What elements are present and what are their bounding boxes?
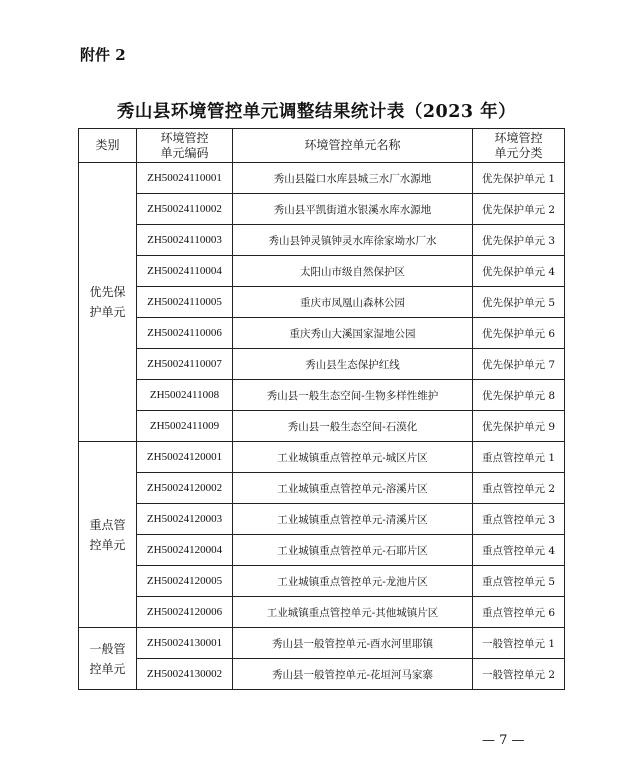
name-cell: 工业城镇重点管控单元-其他城镇片区 — [233, 597, 473, 628]
results-table — [78, 128, 565, 690]
name-cell: 秀山县一般管控单元-酉水河里耶镇 — [233, 628, 473, 659]
classification-cell: 优先保护单元 8 — [473, 380, 565, 411]
name-cell: 工业城镇重点管控单元-石耶片区 — [233, 535, 473, 566]
header-name: 环境管控单元名称 — [233, 129, 473, 163]
name-cell: 重庆秀山大溪国家湿地公园 — [233, 318, 473, 349]
table-header-row — [79, 129, 565, 163]
name-cell: 秀山县平凯街道水银溪水库水源地 — [233, 194, 473, 225]
classification-cell: 一般管控单元 2 — [473, 659, 565, 690]
table-row — [79, 473, 565, 504]
name-cell: 工业城镇重点管控单元-溶溪片区 — [233, 473, 473, 504]
table-row — [79, 597, 565, 628]
name-cell: 秀山县生态保护红线 — [233, 349, 473, 380]
classification-cell: 重点管控单元 4 — [473, 535, 565, 566]
code-cell: ZH50024130002 — [137, 659, 233, 690]
classification-cell: 重点管控单元 5 — [473, 566, 565, 597]
name-cell: 秀山县一般管控单元-花垣河马家寨 — [233, 659, 473, 690]
classification-cell: 优先保护单元 6 — [473, 318, 565, 349]
name-cell: 工业城镇重点管控单元-清溪片区 — [233, 504, 473, 535]
header-classification: 环境管控 单元分类 — [473, 129, 565, 163]
classification-cell: 重点管控单元 3 — [473, 504, 565, 535]
category-cell: 优先保护单元 — [79, 163, 137, 442]
table-row — [79, 411, 565, 442]
code-cell: ZH50024120001 — [137, 442, 233, 473]
classification-cell: 优先保护单元 9 — [473, 411, 565, 442]
table-row — [79, 566, 565, 597]
code-cell: ZH50024130001 — [137, 628, 233, 659]
classification-cell: 优先保护单元 2 — [473, 194, 565, 225]
code-cell: ZH50024110003 — [137, 225, 233, 256]
code-cell: ZH50024120003 — [137, 504, 233, 535]
header-category: 类别 — [79, 129, 137, 163]
classification-cell: 优先保护单元 4 — [473, 256, 565, 287]
name-cell: 工业城镇重点管控单元-龙池片区 — [233, 566, 473, 597]
code-cell: ZH50024110006 — [137, 318, 233, 349]
table-row — [79, 225, 565, 256]
table-row — [79, 628, 565, 659]
classification-cell: 重点管控单元 1 — [473, 442, 565, 473]
code-cell: ZH50024110002 — [137, 194, 233, 225]
table-row — [79, 442, 565, 473]
table-body — [79, 163, 565, 690]
classification-cell: 重点管控单元 2 — [473, 473, 565, 504]
code-cell: ZH50024110005 — [137, 287, 233, 318]
category-cell: 重点管控单元 — [79, 442, 137, 628]
classification-cell: 一般管控单元 1 — [473, 628, 565, 659]
header-code: 环境管控 单元编码 — [137, 129, 233, 163]
table-row — [79, 504, 565, 535]
name-cell: 秀山县一般生态空间-石漠化 — [233, 411, 473, 442]
code-cell: ZH50024110004 — [137, 256, 233, 287]
table-row — [79, 256, 565, 287]
category-cell: 一般管控单元 — [79, 628, 137, 690]
code-cell: ZH5002411008 — [137, 380, 233, 411]
name-cell: 秀山县一般生态空间-生物多样性维护 — [233, 380, 473, 411]
code-cell: ZH50024110007 — [137, 349, 233, 380]
classification-cell: 优先保护单元 1 — [473, 163, 565, 194]
table-row — [79, 349, 565, 380]
table-row — [79, 163, 565, 194]
name-cell: 重庆市凤凰山森林公园 — [233, 287, 473, 318]
name-cell: 工业城镇重点管控单元-城区片区 — [233, 442, 473, 473]
name-cell: 秀山县钟灵镇钟灵水库徐家坳水厂水 — [233, 225, 473, 256]
table-row — [79, 380, 565, 411]
table-row — [79, 318, 565, 349]
classification-cell: 优先保护单元 7 — [473, 349, 565, 380]
code-cell: ZH50024120002 — [137, 473, 233, 504]
name-cell: 太阳山市级自然保护区 — [233, 256, 473, 287]
classification-cell: 重点管控单元 6 — [473, 597, 565, 628]
table-row — [79, 659, 565, 690]
table-row — [79, 287, 565, 318]
classification-cell: 优先保护单元 5 — [473, 287, 565, 318]
table-row — [79, 194, 565, 225]
name-cell: 秀山县隘口水库县城三水厂水源地 — [233, 163, 473, 194]
code-cell: ZH50024120004 — [137, 535, 233, 566]
code-cell: ZH50024110001 — [137, 163, 233, 194]
code-cell: ZH50024120006 — [137, 597, 233, 628]
page-number: — 7 — — [482, 733, 525, 748]
code-cell: ZH50024120005 — [137, 566, 233, 597]
attachment-label: 附件 2 — [80, 46, 126, 64]
code-cell: ZH5002411009 — [137, 411, 233, 442]
classification-cell: 优先保护单元 3 — [473, 225, 565, 256]
table-row — [79, 535, 565, 566]
document-title: 秀山县环境管控单元调整结果统计表（2023 年） — [116, 102, 517, 122]
